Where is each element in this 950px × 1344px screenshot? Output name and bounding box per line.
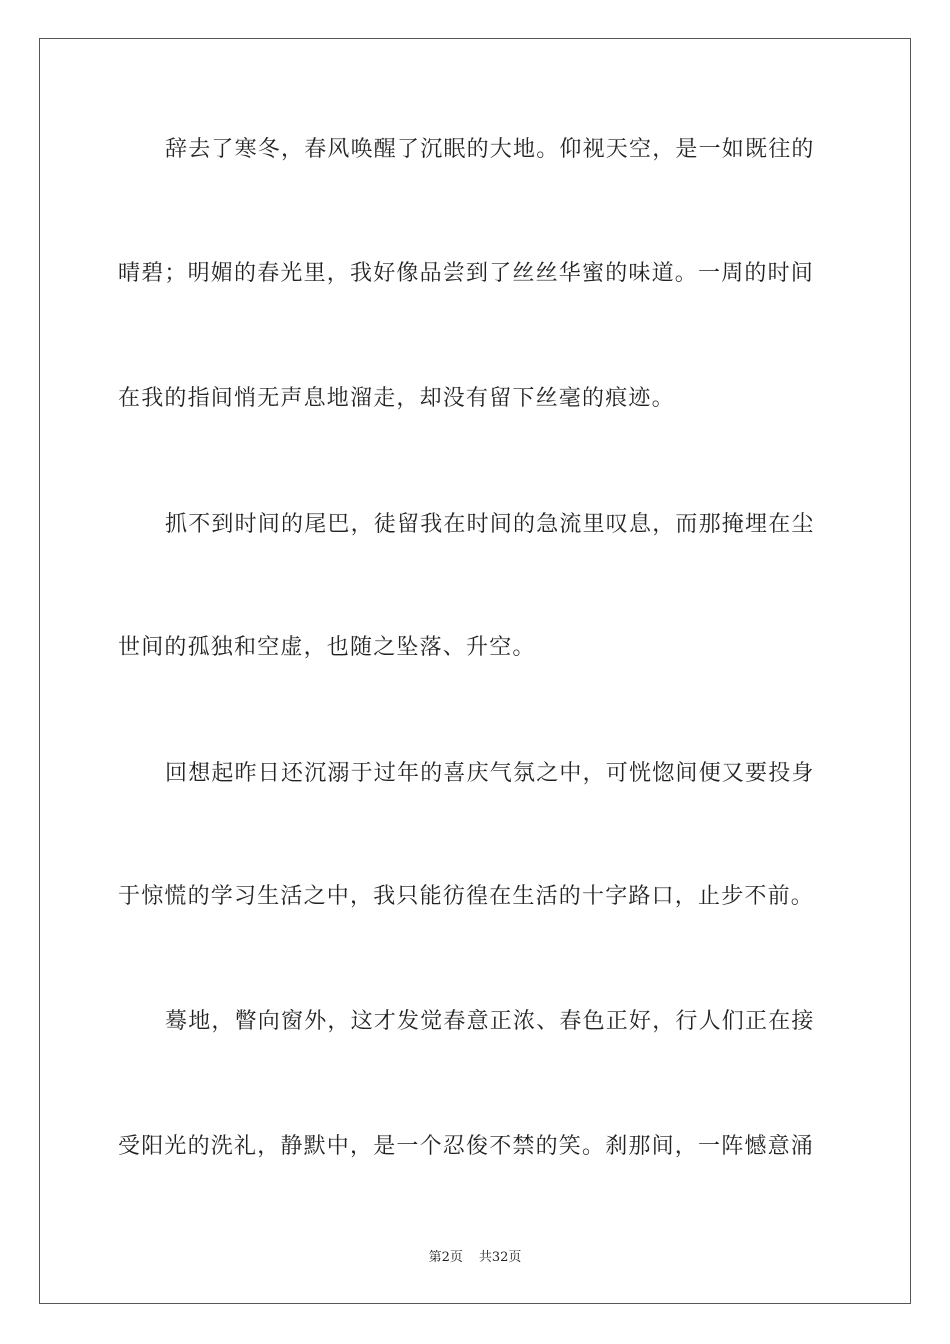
paragraph-3-line-1: 回想起昨日还沉溺于过年的喜庆气氛之中，可恍惚间便又要投身 <box>165 761 815 786</box>
page-number: 第2页 <box>428 1250 463 1265</box>
paragraph-1-line-3: 在我的指间悄无声息地溜走，却没有留下丝毫的痕迹。 <box>118 386 675 411</box>
paragraph-4-line-1: 蓦地，瞥向窗外，这才发觉春意正浓、春色正好，行人们正在接 <box>165 1009 815 1034</box>
paragraph-4-line-2: 受阳光的洗礼，静默中，是一个忍俊不禁的笑。刹那间，一阵憾意涌 <box>118 1134 815 1159</box>
paragraph-2-line-1: 抓不到时间的尾巴，徒留我在时间的急流里叹息，而那掩埋在尘 <box>165 512 815 537</box>
page-total: 共32页 <box>478 1250 522 1265</box>
page-footer <box>0 1246 950 1265</box>
paragraph-1-line-1: 辞去了寒冬，春风唤醒了沉眠的大地。仰视天空，是一如既往的 <box>165 137 815 162</box>
page-frame <box>39 38 911 1304</box>
paragraph-3-line-2: 于惊慌的学习生活之中，我只能彷徨在生活的十字路口，止步不前。 <box>118 884 815 909</box>
paragraph-1-line-2: 晴碧；明媚的春光里，我好像品尝到了丝丝华蜜的味道。一周的时间 <box>118 261 815 286</box>
paragraph-2-line-2: 世间的孤独和空虚，也随之坠落、升空。 <box>118 635 536 660</box>
